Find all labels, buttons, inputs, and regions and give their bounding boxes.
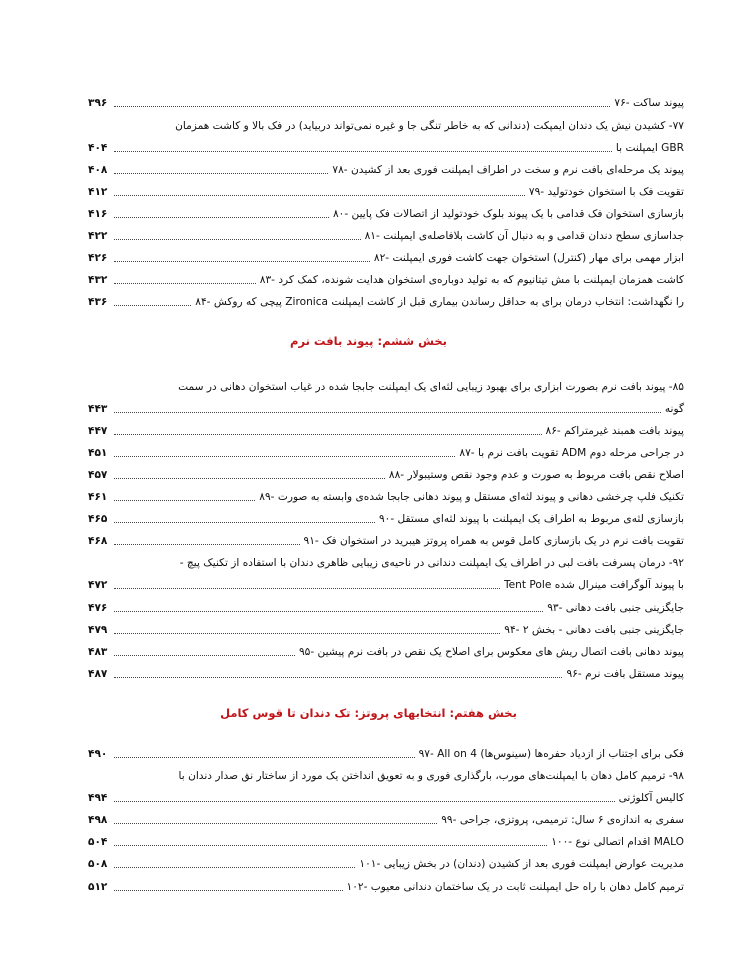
entry-page: ۴۵۱ [88,447,108,459]
entry-page: ۵۰۸ [88,858,108,870]
leader-dots [114,195,525,196]
entry-page: ۵۰۴ [88,836,108,848]
section-heading-7: بخش هفتم: انتخابهای پروتز: تک دندان تا قوس کامل [220,706,517,720]
toc-entry-100[interactable] [88,831,684,853]
toc-entry-79[interactable] [88,181,684,203]
entry-page: ۵۱۲ [88,881,108,893]
entry-page: ۴۵۷ [88,469,108,481]
leader-dots [114,239,361,240]
toc-entry-76[interactable] [88,92,684,114]
toc-entry-92[interactable] [88,552,684,574]
toc-entry-86[interactable] [88,420,684,442]
toc-entry-90[interactable] [88,508,684,530]
leader-dots [114,655,295,656]
toc-entry-88[interactable] [88,464,684,486]
toc-entry-98[interactable] [88,765,684,787]
leader-dots [114,522,375,523]
leader-dots [114,845,547,846]
toc-entry-82[interactable] [88,247,684,269]
entry-page: ۴۳۲ [88,274,108,286]
entry-title: ایمپلنت با GBR [615,142,684,154]
entry-title: ۹۳- جایگزینی جنبی بافت دهانی [547,602,684,614]
entry-page: ۴۹۸ [88,814,108,826]
entry-title: ۸۹- تکنیک فلپ چرخشی دهانی و پیوند لثه‌ای مستقل و پیوند دهانی جابجا شده‌ی وابسته به صورت [259,491,684,503]
leader-dots [114,305,191,306]
entry-page: ۴۹۰ [88,748,108,760]
entry-title: ۸۲- ابزار مهمی برای مهار (کنترل) استخوان جهت کاشت فوری ایمپلنت [373,252,684,264]
entry-title: کالیس آکلوژنی [618,792,684,804]
leader-dots [114,633,500,634]
leader-dots [114,588,500,589]
entry-title: ۸۰- بازسازی استخوان فک قدامی با یک پیوند بلوک خودتولید از اتصالات فک پایین [332,208,684,220]
entry-page: ۴۷۲ [88,579,108,591]
entry-page: ۴۶۸ [88,535,108,547]
leader-dots [114,611,543,612]
entry-title: ۸۴- پیچی که روکش Zironica را نگهداشت: انتخاب درمان برای به حداقل رساندن بیماری قبل از کاشت ایمپلنت [195,296,684,308]
entry-title: ۷۶- پیوند ساکت [614,97,684,109]
entry-title: ۹۴- جایگزینی جنبی بافت دهانی - بخش ۲ [504,624,684,636]
toc-entry-92-cont[interactable] [88,574,684,596]
entry-page: ۴۹۴ [88,792,108,804]
entry-title: ۱۰۲- ترمیم کامل دهان با راه حل ایمپلنت ثابت در یک ساختمان دندانی معیوب [346,881,684,893]
entry-title: ۸۶- پیوند بافت همبند غیرمتراکم [545,425,684,437]
entry-title: ۸۵- پیوند بافت نرم بصورت ابزاری برای بهبود زیبایی لثه‌ای یک ایمپلنت جابجا شده در غیاب استخوان دهانی در سمت [178,381,684,393]
entry-page: ۴۶۵ [88,513,108,525]
entry-title: ۹۰- بازسازی لثه‌ی مربوط به اطراف یک ایمپلنت با پیوند لثه‌ای مستقل [378,513,684,525]
toc-entry-101[interactable] [88,853,684,875]
leader-dots [114,151,612,152]
entry-title: ۸۳- کاشت همزمان ایمپلنت با مش تیتانیوم که به تولید دوباره‌ی استخوان هدایت شونده، کمک کرد [259,274,684,286]
entry-title: ۹۱- تقویت بافت نرم در یک بازسازی کامل قوس به همراه پروتز هیبرید در استخوان فک [303,535,684,547]
toc-entry-95[interactable] [88,641,684,663]
entry-page: ۴۴۳ [88,403,108,415]
entry-title: ۹۵- پیوند دهانی بافت اتصال ریش های معکوس برای اصلاح یک نقص در بافت نرم پیشین [298,646,684,658]
entry-page: ۳۹۶ [88,97,108,109]
leader-dots [114,500,255,501]
entry-title: ۹۲- درمان پسرفت بافت لبی در اطراف یک ایمپلنت دندانی در ناحیه‌ی زیبایی ظاهری دندان با استفاده از تکنیک پیچ - [179,557,684,569]
entry-page: ۴۶۱ [88,491,108,503]
entry-title: ۷۷- کشیدن نیش یک دندان ایمپکت (دندانی که به خاطر تنگی جا و غیره نمی‌تواند دربیاید) در فک بالا و کاشت همزمان [175,120,684,132]
entry-page: ۴۷۶ [88,602,108,614]
entry-title: ۹۹- سفری به اندازه‌ی ۶ سال: ترمیمی، پروتزی، جراحی [441,814,684,826]
toc-entry-98-cont[interactable] [88,787,684,809]
toc-entry-96[interactable] [88,663,684,685]
entry-title: ۱۰۱- مدیریت عوارض ایمپلنت فوری بعد از کشیدن (دندان) در بخش زیبایی [359,858,684,870]
toc-entry-89[interactable] [88,486,684,508]
entry-page: ۴۷۹ [88,624,108,636]
toc-entry-93[interactable] [88,597,684,619]
entry-title: ۹۶- پیوند مستقل بافت نرم [566,668,684,680]
leader-dots [114,106,610,107]
entry-page: ۴۳۶ [88,296,108,308]
leader-dots [114,677,562,678]
leader-dots [114,412,661,413]
leader-dots [114,217,329,218]
toc-entry-94[interactable] [88,619,684,641]
toc-entry-85-cont[interactable] [88,398,684,420]
entry-title: ۹۸- ترمیم کامل دهان با ایمپلنت‌های مورب، بارگذاری فوری و به تعویق انداختن یک مورد از ساختار نق صدار دندان با [178,770,684,782]
section-heading-6: بخش ششم: پیوند بافت نرم [290,334,447,348]
entry-page: ۴۲۶ [88,252,108,264]
leader-dots [114,434,542,435]
toc-entry-80[interactable] [88,203,684,225]
entry-title: ۸۸- اصلاح نقص بافت مربوط به صورت و عدم وجود نقص وستیبولار [388,469,684,481]
leader-dots [114,456,455,457]
toc-entry-77[interactable] [88,115,684,137]
leader-dots [114,757,415,758]
entry-title: Tent Pole با پیوند آلوگرافت مینرال شده [503,579,684,591]
toc-entry-87[interactable] [88,442,684,464]
toc-entry-84[interactable] [88,291,684,313]
entry-page: ۴۰۴ [88,142,108,154]
toc-entry-97[interactable] [88,743,684,765]
toc-entry-78[interactable] [88,159,684,181]
entry-page: ۴۸۳ [88,646,108,658]
entry-page: ۴۰۸ [88,164,108,176]
entry-page: ۴۱۲ [88,186,108,198]
toc-entry-81[interactable] [88,225,684,247]
leader-dots [114,478,385,479]
toc-entry-83[interactable] [88,269,684,291]
leader-dots [114,173,328,174]
leader-dots [114,261,370,262]
entry-title: ۷۸- پیوند یک مرحله‌ای بافت نرم و سخت در اطراف ایمپلنت فوری بعد از کشیدن [332,164,684,176]
entry-page: ۴۱۶ [88,208,108,220]
entry-title: ۷۹- تقویت فک با استخوان خودتولید [528,186,684,198]
leader-dots [114,283,256,284]
toc-entry-91[interactable] [88,530,684,552]
entry-title: ۸۱- جداسازی سطح دندان قدامی و به دنبال آن کاشت بلافاصله‌ی ایمپلنت [364,230,684,242]
leader-dots [114,801,615,802]
entry-title: ۹۷- All on 4 فکی برای اجتناب از ازدیاد حفره‌ها (سینوس‌ها) [418,748,684,760]
entry-title: ۸۷- تقویت بافت نرم با ADM در جراحی مرحله دوم [459,447,684,459]
leader-dots [114,544,300,545]
leader-dots [114,823,437,824]
entry-title: ۱۰۰- اقدام اتصالی نوع MALO [551,836,684,848]
entry-page: ۴۸۷ [88,668,108,680]
entry-title: گونه [664,403,684,415]
entry-page: ۴۲۲ [88,230,108,242]
entry-page: ۴۴۷ [88,425,108,437]
leader-dots [114,890,343,891]
leader-dots [114,867,355,868]
toc-entry-77-cont[interactable] [88,137,684,159]
toc-entry-99[interactable] [88,809,684,831]
toc-entry-102[interactable] [88,876,684,898]
toc-entry-85[interactable] [88,376,684,398]
